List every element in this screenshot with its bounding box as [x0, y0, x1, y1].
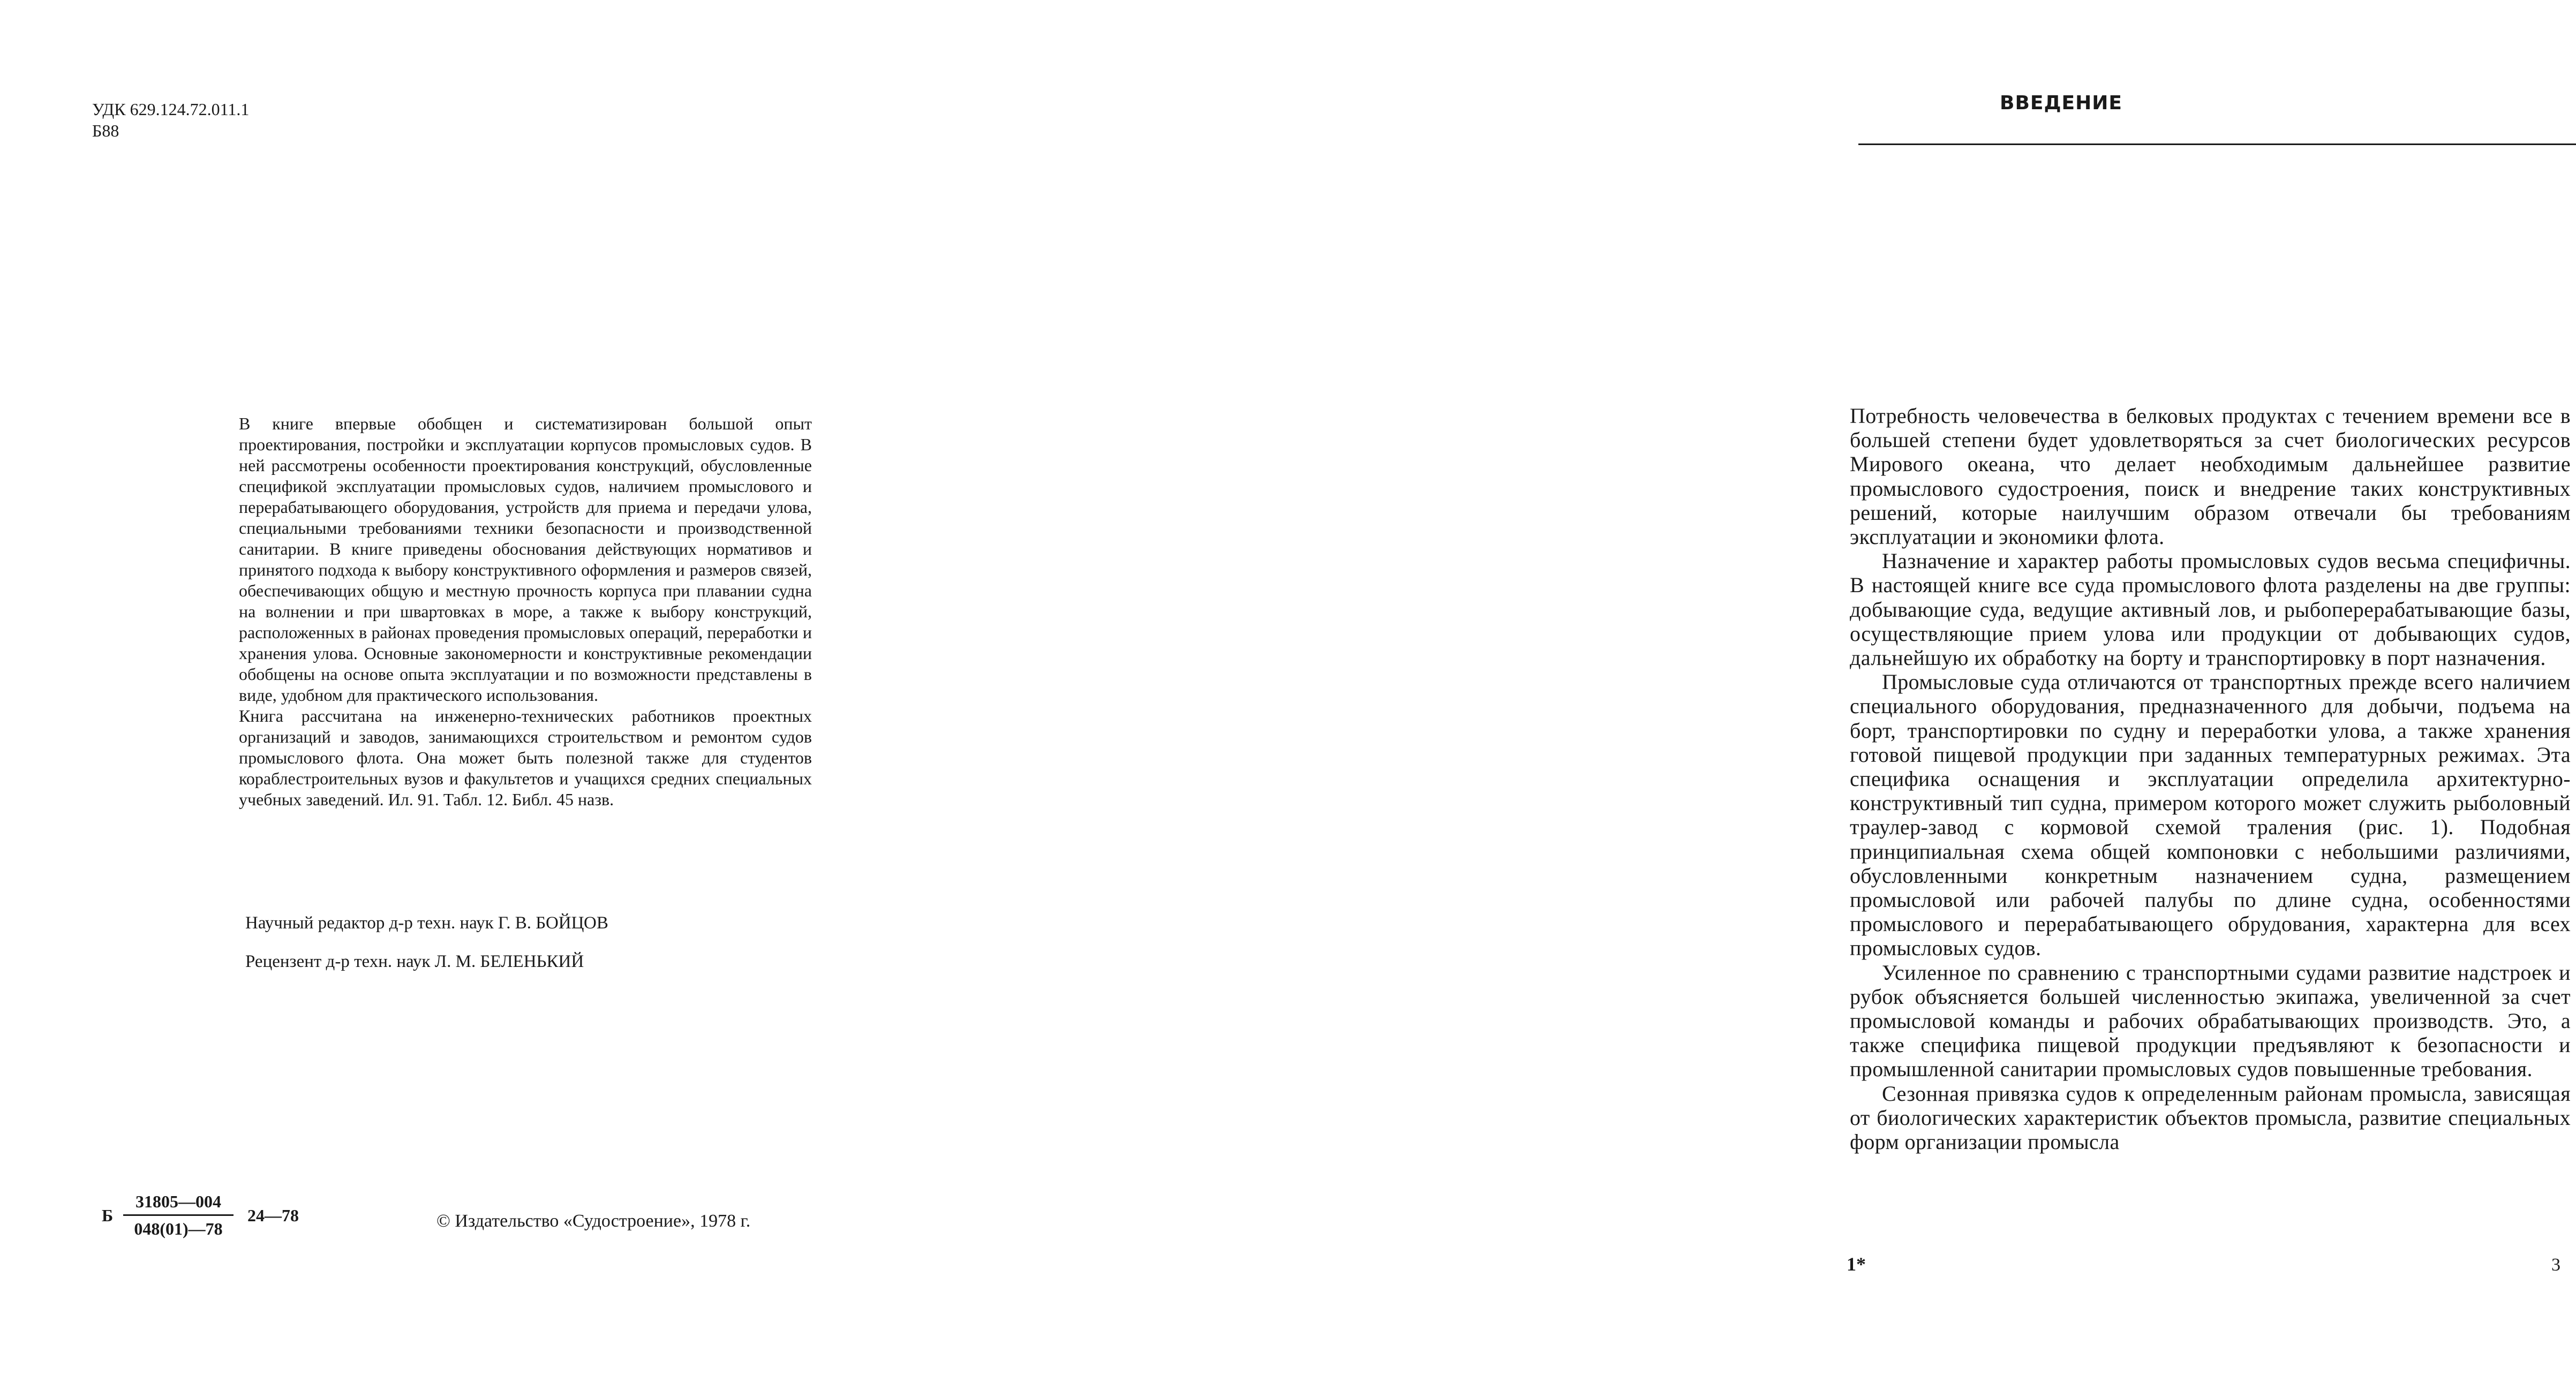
book-index: Б88	[92, 121, 119, 140]
udk-code: УДК 629.124.72.011.1	[92, 100, 250, 119]
body-paragraph: Потребность человечества в белковых продуктах с течением времени все в большей степени будет удовлетворяться за счет биологических ресурсов Мирового океана, что делает необходимым дальнейшее развитие промыслового судостроения, поиск и внедрение таких конструктивных решений, которые наилучшим образом отвечали бы требованиям эксплуатации и экономики флота.	[1850, 404, 2571, 549]
catalog-code-numerator: 31805—004	[135, 1192, 221, 1211]
reviewer: Рецензент д-р техн. наук Л. М. БЕЛЕНЬКИЙ	[245, 952, 584, 971]
body-paragraph: Сезонная привязка судов к определенным районам промысла, зависящая от биологических характеристик объектов промысла, развитие специальных форм организации промысла	[1850, 1081, 2571, 1154]
annotation-paragraph: Книга рассчитана на инженерно-технических работников проектных организаций и заводов, занимающихся строительством и ремонтом судов промыслового флота. Она может быть полезной также для студентов кораблестроительных вузов и факультетов и учащихся средних специальных учебных заведений. Ил. 91. Табл. 12. Библ. 45 назв.	[239, 706, 812, 809]
printer-signature-mark: 1*	[1847, 1253, 1866, 1275]
udk-block	[92, 99, 249, 141]
catalog-code-suffix: 24—78	[247, 1206, 299, 1225]
page-number: 3	[2551, 1255, 2560, 1275]
left-page	[0, 0, 884, 1376]
scientific-editor: Научный редактор д-р техн. наук Г. В. БОЙЦОВ	[245, 913, 608, 933]
catalog-code-denominator: 048(01)—78	[134, 1219, 223, 1238]
chapter-title: ВВЕДЕНИЕ	[2000, 92, 2122, 114]
title-divider	[1858, 143, 2576, 145]
body-paragraph: Назначение и характер работы промысловых судов весьма специфичны. В настоящей книге все суда промыслового флота разделены на две группы: добывающие суда, ведущие активный лов, и рыбоперерабатывающие базы, осуществляющие прием улова или продукции от добывающих судов, дальнейшую их обработку на борту и транспортировку в порт назначения.	[1850, 549, 2571, 670]
fraction-bar	[123, 1214, 234, 1216]
annotation	[239, 413, 812, 810]
body-paragraph: Усиленное по сравнению с транспортными судами развитие надстроек и рубок объясняется большей численностью экипажа, увеличенной за счет промысловой команды и рабочих обрабатывающих производств. Это, а также специфика пищевой продукции предъявляют к безопасности и промышленной санитарии промысловых судов повышенные требования.	[1850, 960, 2571, 1082]
body-paragraph: Промысловые суда отличаются от транспортных прежде всего наличием специального оборудования, предназначенного для добычи, подъема на борт, транспортировки по судну и переработки улова, а также хранения готовой пищевой продукции при заданных температурных режимах. Эта специфика оснащения и эксплуатации определила архитектурно-конструктивный тип судна, примером которого может служить рыболовный траулер-завод с кормовой схемой траления (рис. 1). Подобная принципиальная схема общей компоновки с небольшими различиями, обусловленными конкретным назначением судна, размещением промысловой или рабочей палубы по длине судна, особенностями промыслового и перерабатывающего обрудования, характерна для всех промысловых судов.	[1850, 670, 2571, 961]
chapter-body	[1850, 404, 2571, 1154]
right-page	[886, 0, 2571, 1376]
copyright-publisher: © Издательство «Судостроение», 1978 г.	[436, 1211, 751, 1231]
annotation-paragraph: В книге впервые обобщен и систематизирован большой опыт проектирования, постройки и эксплуатации корпусов промысловых судов. В ней рассмотрены особенности проектирования конструкций, обусловленные спецификой эксплуатации промысловых судов, наличием промыслового и перерабатывающего оборудования, устройств для приема и передачи улова, специальными требованиями техники безопасности и производственной санитарии. В книге приведены обоснования действующих нормативов и принятого подхода к выбору конструктивного оформления и размеров связей, обеспечивающих общую и местную прочность корпуса при плавании судна на волнении и при швартовках в море, а также к выбору конструкций, расположенных в районах проведения промысловых операций, переработки и хранения улова. Основные закономерности и конструктивные рекомендации обобщены на основе опыта эксплуатации и по возможности представлены в виде, удобном для практического использования.	[239, 414, 812, 705]
catalog-code-fraction	[123, 1191, 234, 1239]
catalog-code-letter: Б	[102, 1206, 114, 1225]
